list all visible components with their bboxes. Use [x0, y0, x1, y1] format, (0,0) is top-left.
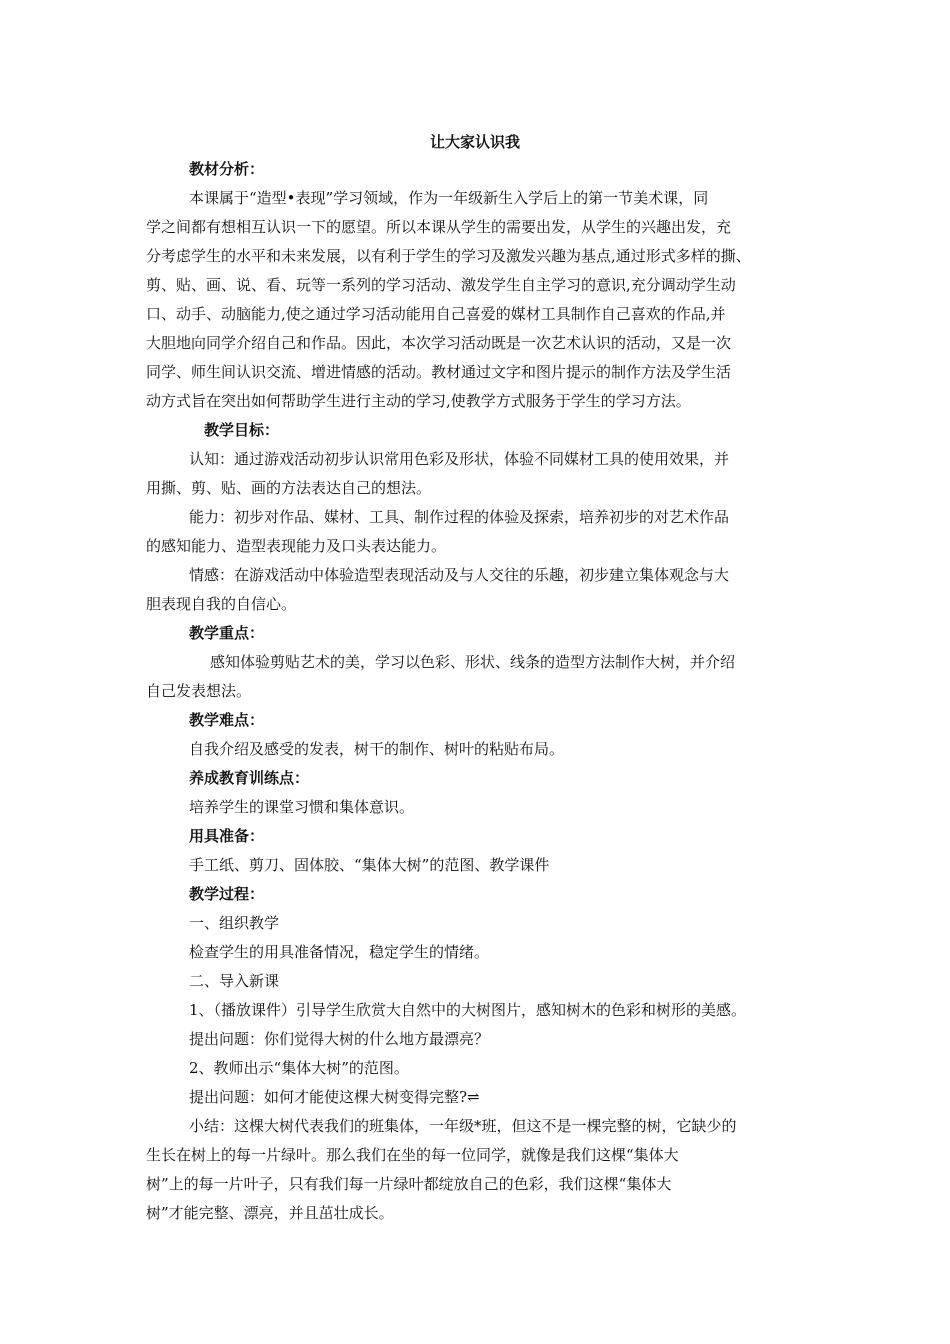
text-line: 动方式旨在突出如何帮助学生进行主动的学习,使教学方式服务于学生的学习方法。: [146, 392, 691, 410]
section-heading: 教学过程：: [189, 885, 265, 903]
document-body: [146, 155, 806, 1228]
text-line: 二、导入新课: [189, 972, 280, 990]
text-line: 口、动手、动脑能力,使之通过学习活动能用自己喜爱的媒材工具制作自己喜欢的作品,并: [146, 305, 726, 323]
text-line: 树”才能完整、漂亮，并且茁壮成长。: [146, 1204, 394, 1222]
section-heading: 教学目标：: [204, 421, 280, 439]
text-line: 提出问题：你们觉得大树的什么地方最漂亮？: [189, 1030, 490, 1048]
section-heading: 教学难点：: [189, 711, 265, 729]
text-line: 认知：通过游戏活动初步认识常用色彩及形状，体验不同媒材工具的使用效果，并: [189, 450, 730, 468]
text-line: 学之间都有想相互认识一下的愿望。所以本课从学生的需要出发，从学生的兴趣出发，充: [146, 218, 732, 236]
text-line: 提出问题：如何才能使这棵大树变得完整?⇌: [189, 1088, 480, 1106]
text-line: 一、组织教学: [189, 914, 280, 932]
section-heading: 教材分析：: [189, 160, 265, 178]
text-line: 自己发表想法。: [146, 682, 252, 700]
text-line: 大胆地向同学介绍自己和作品。因此，本次学习活动既是一次艺术认识的活动，又是一次: [146, 334, 732, 352]
section-heading: 教学重点：: [189, 624, 265, 642]
text-line: 检查学生的用具准备情况，稳定学生的情绪。: [189, 943, 490, 961]
text-line: 小结：这棵大树代表我们的班集体，一年级*班，但这不是一棵完整的树，它缺少的: [189, 1117, 737, 1135]
text-line: 2、教师出示“集体大树”的范图。: [189, 1059, 409, 1077]
text-line: 1、（播放课件）引导学生欣赏大自然中的大树图片，感知树木的色彩和树形的美感。: [189, 1001, 747, 1019]
section-heading: 用具准备：: [189, 827, 265, 845]
text-line: 自我介绍及感受的发表，树干的制作、树叶的粘贴布局。: [189, 740, 565, 758]
section-heading: 养成教育训练点：: [189, 769, 310, 787]
text-line: 剪、贴、画、说、看、玩等一系列的学习活动、激发学生自主学习的意识,充分调动学生动: [146, 276, 736, 294]
text-line: 胆表现自我的自信心。: [146, 595, 297, 613]
text-line: 生长在树上的每一片绿叶。那么我们在坐的每一位同学，就像是我们这棵“集体大: [146, 1146, 679, 1164]
text-line: 树”上的每一片叶子，只有我们每一片绿叶都绽放自己的色彩，我们这棵“集体大: [146, 1175, 672, 1193]
text-line: 用撕、剪、贴、画的方法表达自己的想法。: [146, 479, 432, 497]
text-line: 感知体验剪贴艺术的美，学习以色彩、形状、线条的造型方法制作大树，并介绍: [210, 653, 736, 671]
document-title: 让大家认识我: [429, 133, 520, 151]
text-line: 本课属于“造型•表现”学习领域，作为一年级新生入学后上的第一节美术课，同: [189, 189, 709, 207]
text-line: 同学、师生间认识交流、增进情感的活动。教材通过文字和图片提示的制作方法及学生活: [146, 363, 732, 381]
text-line: 手工纸、剪刀、固体胶、“集体大树”的范图、教学课件: [189, 856, 550, 874]
text-line: 的感知能力、造型表现能力及口头表达能力。: [146, 537, 447, 555]
text-line: 能力：初步对作品、媒材、工具、制作过程的体验及探索，培养初步的对艺术作品: [189, 508, 730, 526]
text-line: 培养学生的课堂习惯和集体意识。: [189, 798, 415, 816]
text-line: 分考虑学生的水平和未来发展，以有利于学生的学习及激发兴趣为基点,通过形式多样的撕、: [146, 247, 751, 265]
text-line: 情感：在游戏活动中体验造型表现活动及与人交往的乐趣，初步建立集体观念与大: [189, 566, 730, 584]
